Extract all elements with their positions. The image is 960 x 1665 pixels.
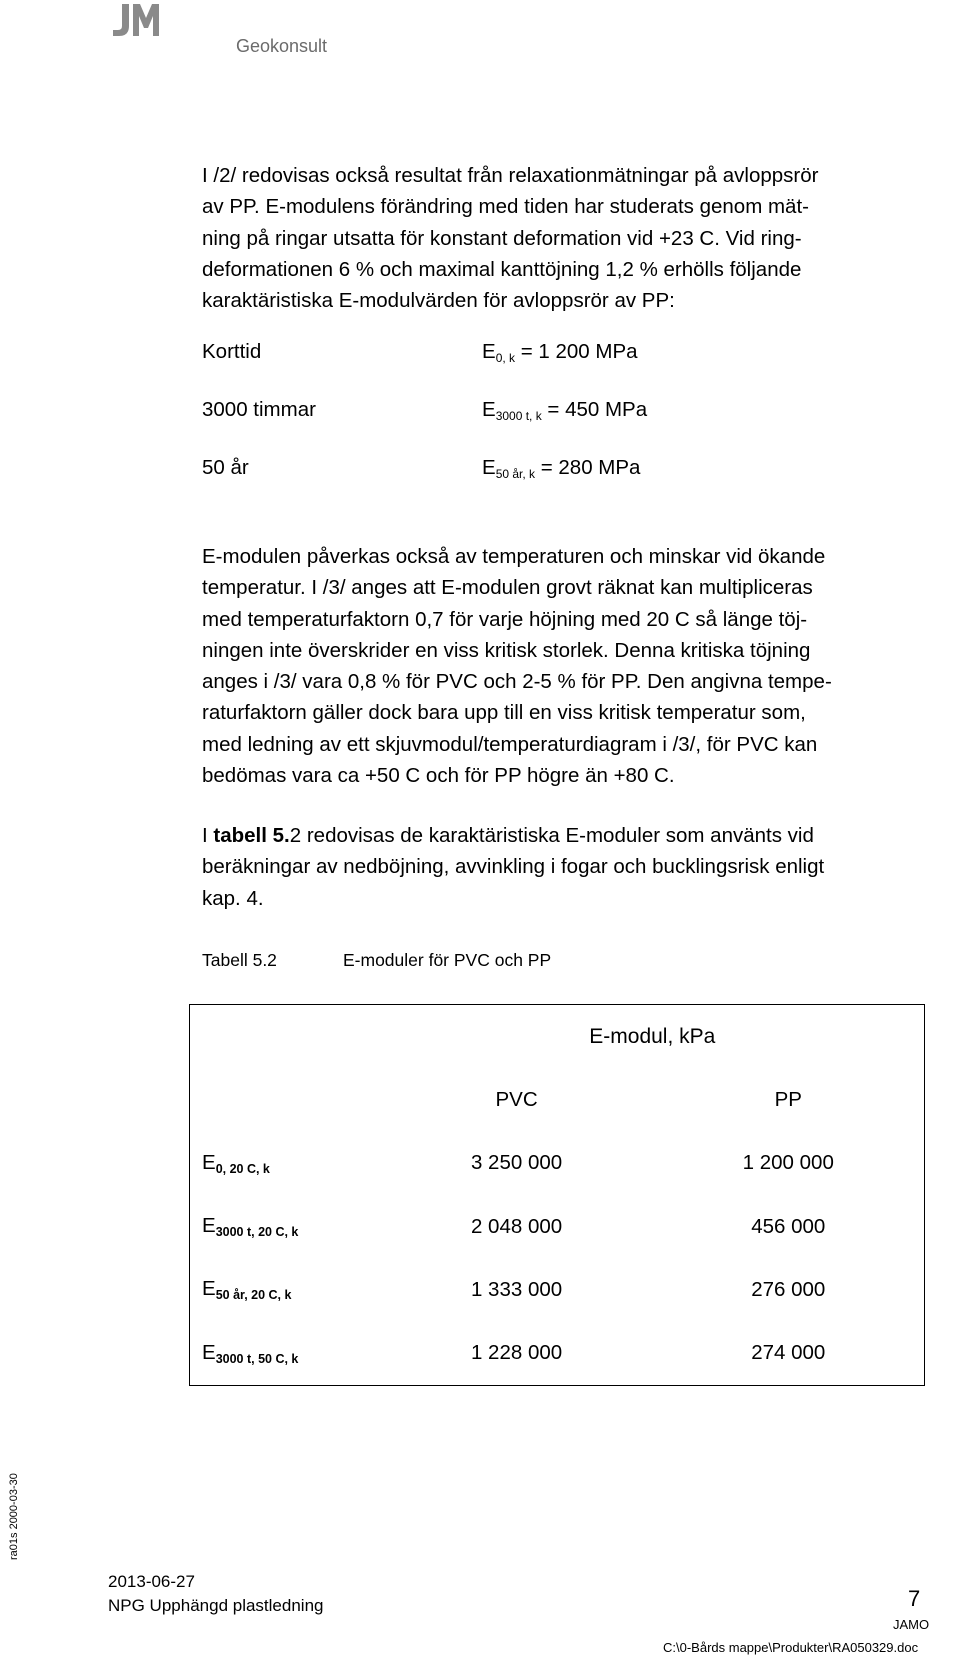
paragraph-line: kap. 4. (202, 886, 264, 910)
paragraph-line: raturfaktorn gäller dock bara upp till en viss kritisk temperatur som, (202, 701, 806, 725)
table-row (190, 1132, 925, 1195)
pp-value: 276 000 (751, 1277, 826, 1301)
table-corner-cell (190, 1005, 381, 1069)
paragraph-line: I /2/ redovisas också resultat från relaxationmätningar på avloppsrör (202, 164, 819, 187)
paragraph-line: ningen inte överskrider en viss kritisk storlek. Denna kritiska töjning (202, 638, 811, 662)
column-header-pvc: PVC (495, 1087, 538, 1111)
table-caption-title: E-moduler för PVC och PP (343, 950, 552, 970)
table-column-row (190, 1068, 925, 1131)
paragraph-line: ning på ringar utsatta för konstant deformation vid +23 C. Vid ring- (202, 226, 802, 250)
template-revision-text: ra01s 2000-03-30 (8, 1473, 20, 1560)
paragraph-line: temperatur. I /3/ anges att E-modulen grovt räknat kan multipliceras (202, 576, 813, 600)
e-modulus-table (189, 1004, 925, 1386)
pvc-value: 3 250 000 (470, 1151, 563, 1175)
paragraph-line: I tabell 5.2 redovisas de karaktäristiska E-moduler som använts vid (202, 824, 814, 847)
value-formula: $E_{50 år, k} = 280$ MPa (482, 456, 641, 481)
pp-value: 274 000 (751, 1341, 826, 1365)
row-label: $E_{3000 t, 50 C, k}$ (202, 1340, 299, 1366)
value-label: Korttid (202, 340, 262, 363)
footer-file-path: C:\0-Bårds mappe\Produkter\RA050329.doc (663, 1640, 919, 1655)
paragraph-line: deformationen 6 % och maximal kanttöjning 1,2 % erhölls följande (202, 257, 802, 281)
row-label: $E_{0, 20 C, k}$ (202, 1150, 270, 1176)
pvc-value: 2 048 000 (470, 1214, 563, 1238)
jm-logo-mark (108, 2, 168, 42)
footer-date: 2013-06-27 (108, 1572, 195, 1591)
pp-value: 456 000 (751, 1214, 826, 1238)
pvc-value: 1 333 000 (470, 1277, 563, 1301)
paragraph-line: anges i /3/ vara 0,8 % för PVC och 2-5 % för PP. Den angivna tempe- (202, 670, 832, 694)
table-header: E-modul, kPa (589, 1024, 716, 1048)
paragraph-line: med ledning av ett skjuvmodul/temperaturdiagram i /3/, för PVC kan (202, 732, 818, 756)
footer-initials: JAMO (893, 1617, 930, 1632)
paragraph-line: karaktäristiska E-modulvärden för avloppsrör av PP: (202, 289, 675, 313)
value-label: 3000 timmar (202, 398, 316, 421)
value-formula: $E_{0, k} = 1$ 200 MPa (482, 340, 638, 365)
table-reference-link: tabell 5. (213, 824, 290, 847)
paragraph-line: med temperaturfaktorn 0,7 för varje höjning med 20 C så länge töj- (202, 607, 808, 631)
column-header-pp: PP (774, 1087, 802, 1111)
paragraph-relaxation (202, 160, 922, 316)
row-label: $E_{3000 t, 20 C, k}$ (202, 1214, 299, 1240)
table-corner-cell (190, 1068, 381, 1131)
paragraph-line: beräkningar av nedböjning, avvinkling i fogar och bucklingsrisk enligt (202, 855, 825, 879)
jm-geokonsult-logo (108, 2, 328, 56)
table-row (190, 1258, 925, 1321)
value-label: 50 år (202, 456, 249, 479)
paragraph-table-reference (202, 820, 922, 914)
footer-project: NPG Upphängd plastledning (108, 1596, 324, 1615)
paragraph-line: av PP. E-modulens förändring med tiden har studerats genom mät- (202, 195, 809, 219)
pvc-value: 1 228 000 (470, 1341, 563, 1365)
table-header-row (190, 1005, 925, 1069)
table-row (190, 1322, 925, 1386)
pp-value: 1 200 000 (742, 1151, 834, 1175)
logo-subtitle: Geokonsult (236, 36, 328, 56)
table-caption-number: Tabell 5.2 (202, 950, 277, 970)
page-number: 7 (908, 1586, 921, 1611)
value-formula: $E_{3000 t, k} = 450$ MPa (482, 398, 648, 423)
paragraph-line: bedömas vara ca +50 C och för PP högre än +80 C. (202, 764, 675, 788)
paragraph-line: E-modulen påverkas också av temperaturen och minskar vid ökande (202, 545, 826, 568)
table-row (190, 1195, 925, 1258)
paragraph-temperature (202, 541, 922, 791)
row-label: $E_{50 år, 20 C, k}$ (202, 1277, 292, 1303)
